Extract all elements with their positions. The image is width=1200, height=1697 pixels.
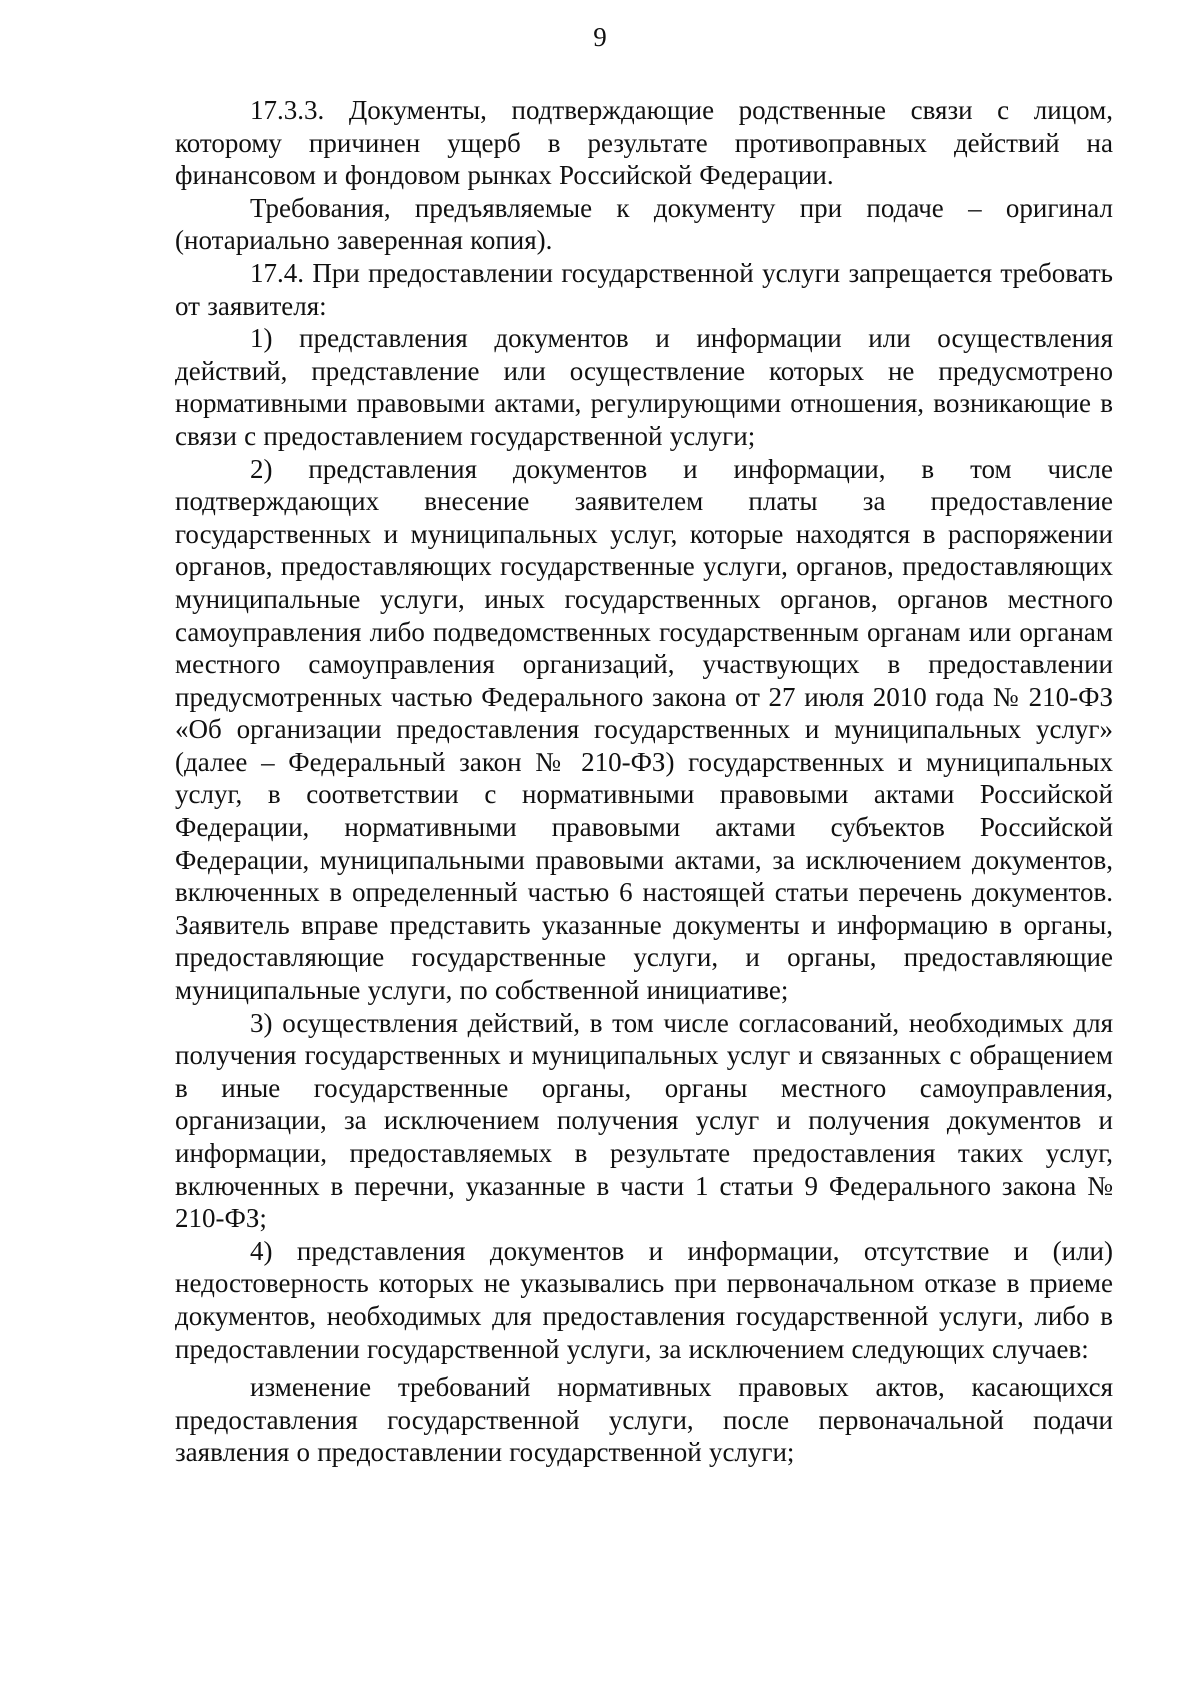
list-item-4: 4) представления документов и информации, отсутствие и (или) недостоверность которых не указывались при первоначальном отказе в приеме документов, необходимых для предоставления государственной услуги, либо в предоставлении государственной услуги, за исключением следующих случаев:	[175, 1235, 1113, 1364]
list-item-1: 1) представления документов и информации или осуществления действий, представление или осуществление которых не предусмотрено нормативными правовыми актами, регулирующими отношения, возникающие в связи с предоставлением государственной услуги;	[175, 323, 1113, 451]
document-body	[175, 94, 1113, 1469]
exception-case-paragraph: изменение требований нормативных правовых актов, касающихся предоставления государственной услуги, после первоначальной подачи заявления о предоставлении государственной услуги;	[175, 1372, 1113, 1468]
list-item-3: 3) осуществления действий, в том числе согласований, необходимых для получения государственных и муниципальных услуг и связанных с обращением в иные государственные органы, органы местного самоуправления, организации, за исключением получения услуг и получения документов и информации, предоставляемых в результате предоставления таких услуг, включенных в перечни, указанные в части 1 статьи 9 Федерального закона № 210-ФЗ;	[175, 1007, 1113, 1234]
page-number: 9	[593, 22, 607, 52]
paragraph-17-3-3: 17.3.3. Документы, подтверждающие родственные связи с лицом, которому причинен ущерб в результате противоправных действий на финансовом и фондовом рынках Российской Федерации.	[175, 95, 1113, 191]
paragraph-requirements: Требования, предъявляемые к документу при подаче – оригинал (нотариально заверенная копия).	[175, 192, 1113, 256]
paragraph-17-4: 17.4. При предоставлении государственной услуги запрещается требовать от заявителя:	[175, 257, 1113, 321]
list-item-2: 2) представления документов и информации, в том числе подтверждающих внесение заявителем платы за предоставление государственных и муниципальных услуг, которые находятся в распоряжении органов, предоставляющих государственные услуги, органов, предоставляющих муниципальные услуги, иных государственных органов, органов местного самоуправления либо подведомственных государственным органам или органам местного самоуправления организаций, участвующих в предоставлении предусмотренных частью Федерального закона от 27 июля 2010 года № 210-ФЗ «Об организации предоставления государственных и муниципальных услуг» (далее – Федеральный закон № 210-ФЗ) государственных и муниципальных услуг, в соответствии с нормативными правовыми актами Российской Федерации, нормативными правовыми актами субъектов Российской Федерации, муниципальными правовыми актами, за исключением документов, включенных в определенный частью 6 настоящей статьи перечень документов. Заявитель вправе представить указанные документы и информацию в органы, предоставляющие государственные услуги, и органы, предоставляющие муниципальные услуги, по собственной инициативе;	[175, 453, 1113, 1006]
